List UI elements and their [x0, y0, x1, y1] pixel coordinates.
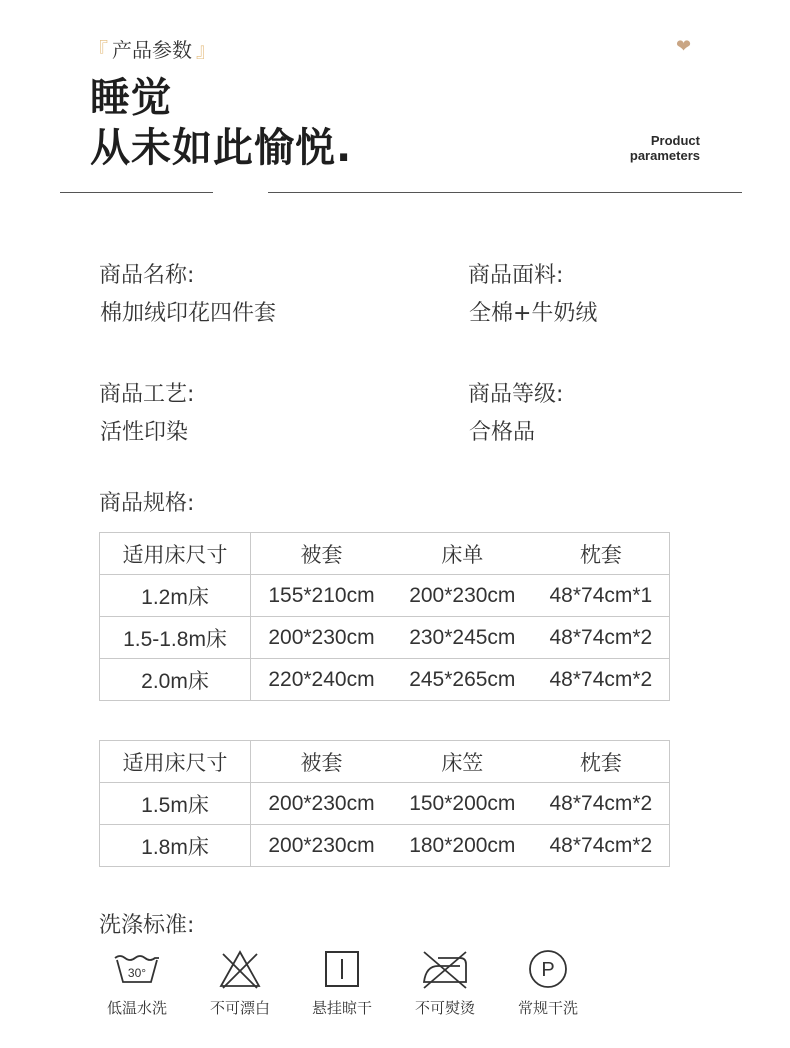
care-item-label: 不可熨烫 [414, 999, 475, 1017]
grade-label: 商品等级: [468, 382, 564, 407]
table-header-cell: 床单 [392, 533, 533, 575]
spec-table-1 [99, 532, 670, 701]
care-label: 洗涤标准: [99, 913, 195, 938]
care-item-label: 常规干洗 [517, 999, 578, 1017]
table-header-cell: 适用床尺寸 [100, 741, 251, 783]
table-cell: 200*230cm [251, 825, 392, 867]
section-tag-text: 产品参数 [112, 38, 192, 62]
table-cell: 48*74cm*2 [533, 783, 670, 825]
name-value: 棉加绒印花四件套 [100, 301, 277, 326]
table-cell: 220*240cm [251, 659, 392, 701]
product-parameters [600, 133, 700, 163]
headline-line1: 睡觉 [90, 75, 172, 121]
wash-temp: 30° [127, 966, 147, 980]
bracket-close: 』 [196, 38, 216, 62]
dry-clean-letter: P [541, 959, 555, 981]
table-header-cell: 被套 [251, 533, 392, 575]
bracket-open: 『 [88, 38, 108, 62]
table-header-cell: 床笠 [392, 741, 533, 783]
table-cell: 1.5-1.8m床 [100, 617, 251, 659]
care-item-label: 悬挂晾干 [311, 999, 372, 1017]
table-cell: 150*200cm [392, 783, 533, 825]
heart-icon: ❤ [676, 36, 692, 57]
divider-right [268, 192, 742, 193]
table-row [100, 575, 670, 617]
product-parameters-line2: parameters [629, 148, 700, 163]
table-cell: 48*74cm*2 [533, 617, 670, 659]
divider-left [60, 192, 213, 193]
fabric-label: 商品面料: [468, 263, 564, 288]
table-cell: 48*74cm*1 [533, 575, 670, 617]
hang-dry-icon [317, 948, 367, 992]
table-header-cell: 枕套 [533, 533, 670, 575]
section-tag [88, 34, 216, 63]
table-cell: 1.5m床 [100, 783, 251, 825]
table-row [100, 617, 670, 659]
table-cell: 2.0m床 [100, 659, 251, 701]
dry-clean-icon [523, 948, 573, 992]
table-row [100, 659, 670, 701]
table-cell: 200*230cm [251, 617, 392, 659]
care-item-label: 低温水洗 [106, 999, 167, 1017]
table-row [100, 825, 670, 867]
care-item-label: 不可漂白 [209, 999, 270, 1017]
table-header-cell: 被套 [251, 741, 392, 783]
fabric-value: 全棉+牛奶绒 [469, 301, 598, 326]
headline-line2: 从未如此愉悦. [90, 125, 353, 171]
no-bleach-icon [215, 948, 265, 992]
table-cell: 200*230cm [251, 783, 392, 825]
spec-label: 商品规格: [99, 491, 195, 516]
table-cell: 1.2m床 [100, 575, 251, 617]
table-header-row [100, 741, 670, 783]
table-cell: 230*245cm [392, 617, 533, 659]
table-row [100, 783, 670, 825]
table-header-cell: 枕套 [533, 741, 670, 783]
craft-value: 活性印染 [100, 420, 189, 445]
spec-table-2 [99, 740, 670, 867]
table-cell: 155*210cm [251, 575, 392, 617]
table-cell: 245*265cm [392, 659, 533, 701]
table-cell: 48*74cm*2 [533, 659, 670, 701]
grade-value: 合格品 [469, 420, 536, 445]
no-iron-icon [420, 948, 470, 992]
craft-label: 商品工艺: [99, 382, 195, 407]
table-header-cell: 适用床尺寸 [100, 533, 251, 575]
table-cell: 180*200cm [392, 825, 533, 867]
table-header-row [100, 533, 670, 575]
wash-30-icon [112, 948, 162, 992]
table-cell: 1.8m床 [100, 825, 251, 867]
table-cell: 48*74cm*2 [533, 825, 670, 867]
table-cell: 200*230cm [392, 575, 533, 617]
name-label: 商品名称: [99, 263, 195, 288]
product-parameters-line1: Product [650, 133, 700, 148]
